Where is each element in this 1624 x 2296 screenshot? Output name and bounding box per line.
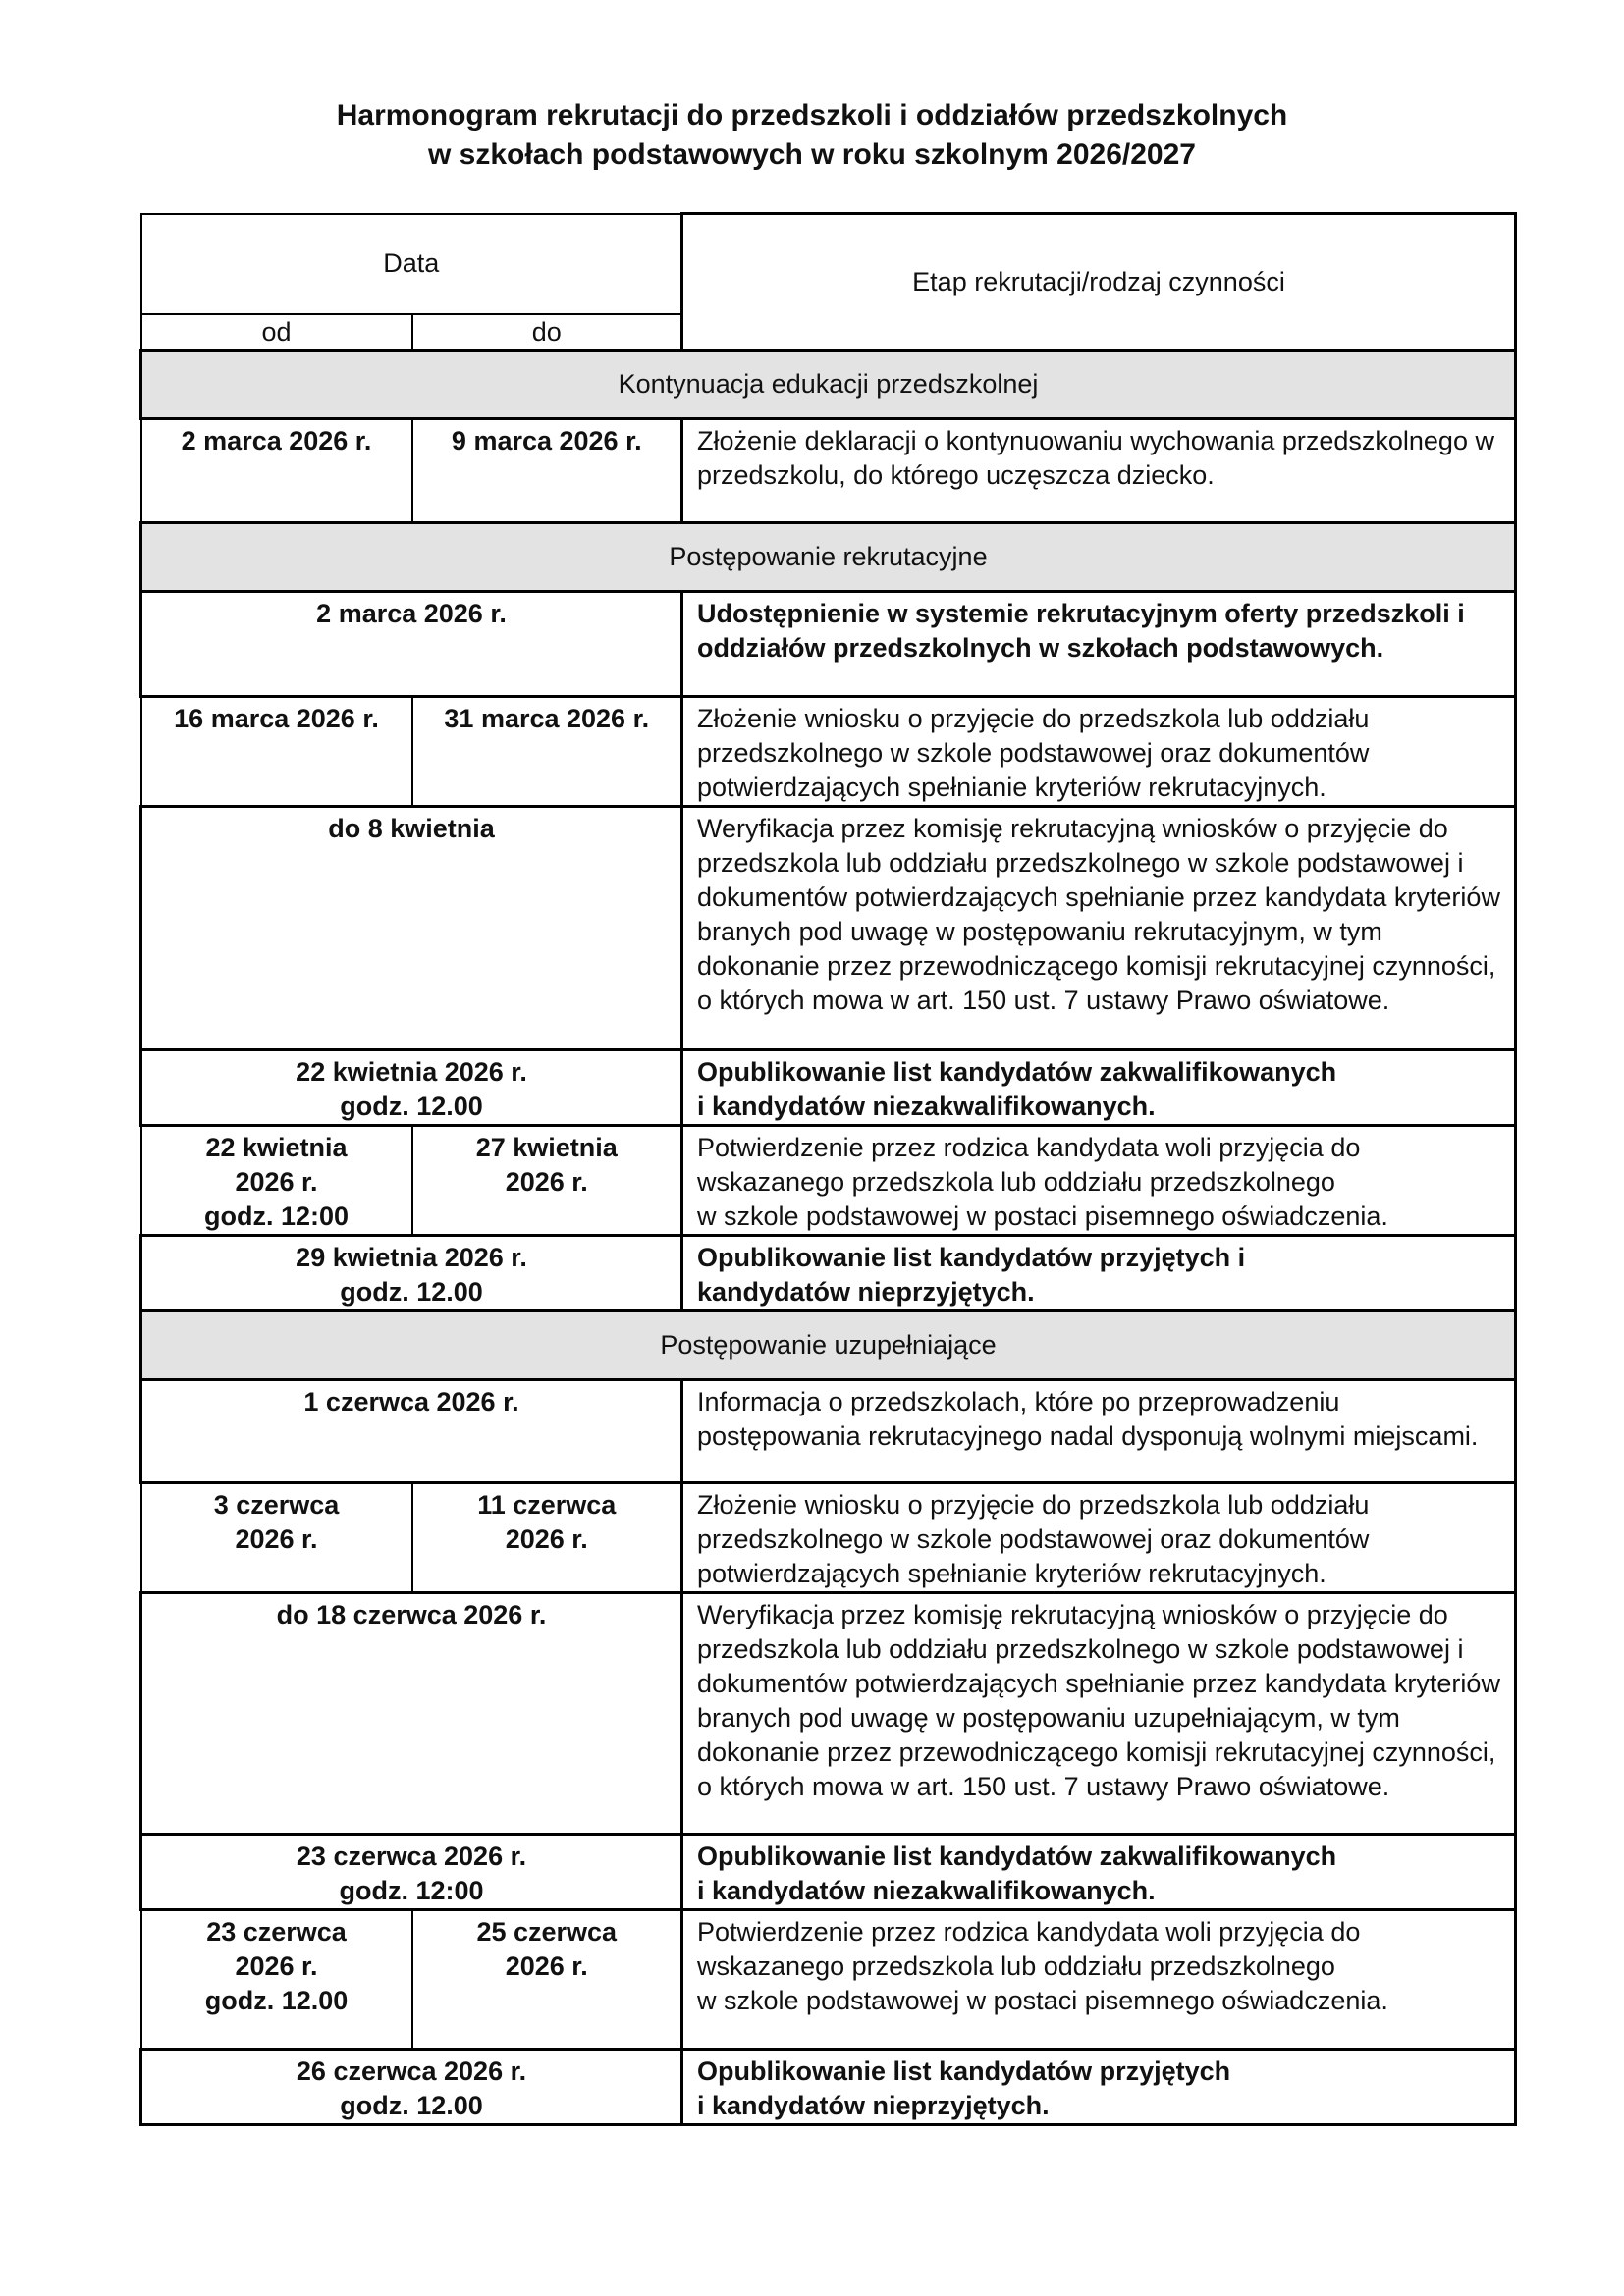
date-cell: 2 marca 2026 r. bbox=[141, 591, 682, 696]
date-to-cell: 25 czerwca 2026 r. bbox=[412, 1909, 682, 2049]
table-row bbox=[141, 806, 1516, 1049]
schedule-table bbox=[139, 212, 1517, 2126]
description-cell: Złożenie wniosku o przyjęcie do przedszkola lub oddziału przedszkolnego w szkole podstawowej oraz dokumentów potwierdzających spełnianie kryteriów rekrutacyjnych. bbox=[682, 1482, 1516, 1592]
date-from-cell: 3 czerwca 2026 r. bbox=[141, 1482, 412, 1592]
header-from: od bbox=[141, 314, 412, 351]
description-cell: Opublikowanie list kandydatów zakwalifikowanych i kandydatów niezakwalifikowanych. bbox=[682, 1049, 1516, 1125]
section-title: Kontynuacja edukacji przedszkolnej bbox=[141, 350, 1516, 418]
table-row bbox=[141, 1834, 1516, 1909]
section-header-row bbox=[141, 350, 1516, 418]
description-cell: Udostępnienie w systemie rekrutacyjnym oferty przedszkoli i oddziałów przedszkolnych w szkołach podstawowych. bbox=[682, 591, 1516, 696]
schedule-body bbox=[141, 350, 1516, 2124]
table-row bbox=[141, 1235, 1516, 1310]
table-row bbox=[141, 1909, 1516, 2049]
header-date: Data bbox=[141, 214, 682, 314]
section-header-row bbox=[141, 1310, 1516, 1379]
date-to-cell: 9 marca 2026 r. bbox=[412, 418, 682, 522]
date-to-cell: 31 marca 2026 r. bbox=[412, 696, 682, 806]
header-stage: Etap rekrutacji/rodzaj czynności bbox=[682, 214, 1516, 351]
date-cell: 1 czerwca 2026 r. bbox=[141, 1379, 682, 1482]
date-from-cell: 16 marca 2026 r. bbox=[141, 696, 412, 806]
header-to: do bbox=[412, 314, 682, 351]
description-cell: Potwierdzenie przez rodzica kandydata woli przyjęcia do wskazanego przedszkola lub oddziału przedszkolnego w szkole podstawowej w postaci pisemnego oświadczenia. bbox=[682, 1909, 1516, 2049]
table-row bbox=[141, 418, 1516, 522]
description-cell: Opublikowanie list kandydatów przyjętych i kandydatów nieprzyjętych. bbox=[682, 1235, 1516, 1310]
date-from-cell: 23 czerwca 2026 r. godz. 12.00 bbox=[141, 1909, 412, 2049]
date-from-cell: 2 marca 2026 r. bbox=[141, 418, 412, 522]
table-row bbox=[141, 1379, 1516, 1482]
date-from-cell: 22 kwietnia 2026 r. godz. 12:00 bbox=[141, 1125, 412, 1235]
table-row bbox=[141, 1125, 1516, 1235]
table-row bbox=[141, 696, 1516, 806]
table-row bbox=[141, 1049, 1516, 1125]
title-line-2: w szkołach podstawowych w roku szkolnym 2026/2027 bbox=[428, 138, 1196, 171]
date-cell: 22 kwietnia 2026 r. godz. 12.00 bbox=[141, 1049, 682, 1125]
date-to-cell: 11 czerwca 2026 r. bbox=[412, 1482, 682, 1592]
date-cell: do 18 czerwca 2026 r. bbox=[141, 1592, 682, 1834]
table-row bbox=[141, 1482, 1516, 1592]
title-line-1: Harmonogram rekrutacji do przedszkoli i oddziałów przedszkolnych bbox=[336, 99, 1288, 132]
description-cell: Informacja o przedszkolach, które po przeprowadzeniu postępowania rekrutacyjnego nadal dysponują wolnymi miejscami. bbox=[682, 1379, 1516, 1482]
table-row bbox=[141, 2049, 1516, 2124]
description-cell: Weryfikacja przez komisję rekrutacyjną wniosków o przyjęcie do przedszkola lub oddziału przedszkolnego w szkole podstawowej i dokumentów potwierdzających spełnianie przez kandydata kryteriów branych pod uwagę w postępowaniu rekrutacyjnym, w tym dokonanie przez przewodniczącego komisji rekrutacyjnej czynności, o których mowa w art. 150 ust. 7 ustawy Prawo oświatowe. bbox=[682, 806, 1516, 1049]
table-row bbox=[141, 591, 1516, 696]
date-to-cell: 27 kwietnia 2026 r. bbox=[412, 1125, 682, 1235]
description-cell: Opublikowanie list kandydatów przyjętych i kandydatów nieprzyjętych. bbox=[682, 2049, 1516, 2124]
description-cell: Złożenie wniosku o przyjęcie do przedszkola lub oddziału przedszkolnego w szkole podstawowej oraz dokumentów potwierdzających spełnianie kryteriów rekrutacyjnych. bbox=[682, 696, 1516, 806]
description-cell: Złożenie deklaracji o kontynuowaniu wychowania przedszkolnego w przedszkolu, do którego uczęszcza dziecko. bbox=[682, 418, 1516, 522]
header-row bbox=[141, 214, 1516, 314]
date-cell: do 8 kwietnia bbox=[141, 806, 682, 1049]
table-row bbox=[141, 1592, 1516, 1834]
description-cell: Potwierdzenie przez rodzica kandydata woli przyjęcia do wskazanego przedszkola lub oddziału przedszkolnego w szkole podstawowej w postaci pisemnego oświadczenia. bbox=[682, 1125, 1516, 1235]
section-title: Postępowanie rekrutacyjne bbox=[141, 522, 1516, 591]
document-title bbox=[0, 96, 1624, 175]
section-title: Postępowanie uzupełniające bbox=[141, 1310, 1516, 1379]
description-cell: Weryfikacja przez komisję rekrutacyjną wniosków o przyjęcie do przedszkola lub oddziału przedszkolnego w szkole podstawowej i dokumentów potwierdzających spełnianie przez kandydata kryteriów branych pod uwagę w postępowaniu uzupełniającym, w tym dokonanie przez przewodniczącego komisji rekrutacyjnej czynności, o których mowa w art. 150 ust. 7 ustawy Prawo oświatowe. bbox=[682, 1592, 1516, 1834]
description-cell: Opublikowanie list kandydatów zakwalifikowanych i kandydatów niezakwalifikowanych. bbox=[682, 1834, 1516, 1909]
date-cell: 23 czerwca 2026 r. godz. 12:00 bbox=[141, 1834, 682, 1909]
date-cell: 29 kwietnia 2026 r. godz. 12.00 bbox=[141, 1235, 682, 1310]
section-header-row bbox=[141, 522, 1516, 591]
date-cell: 26 czerwca 2026 r. godz. 12.00 bbox=[141, 2049, 682, 2124]
